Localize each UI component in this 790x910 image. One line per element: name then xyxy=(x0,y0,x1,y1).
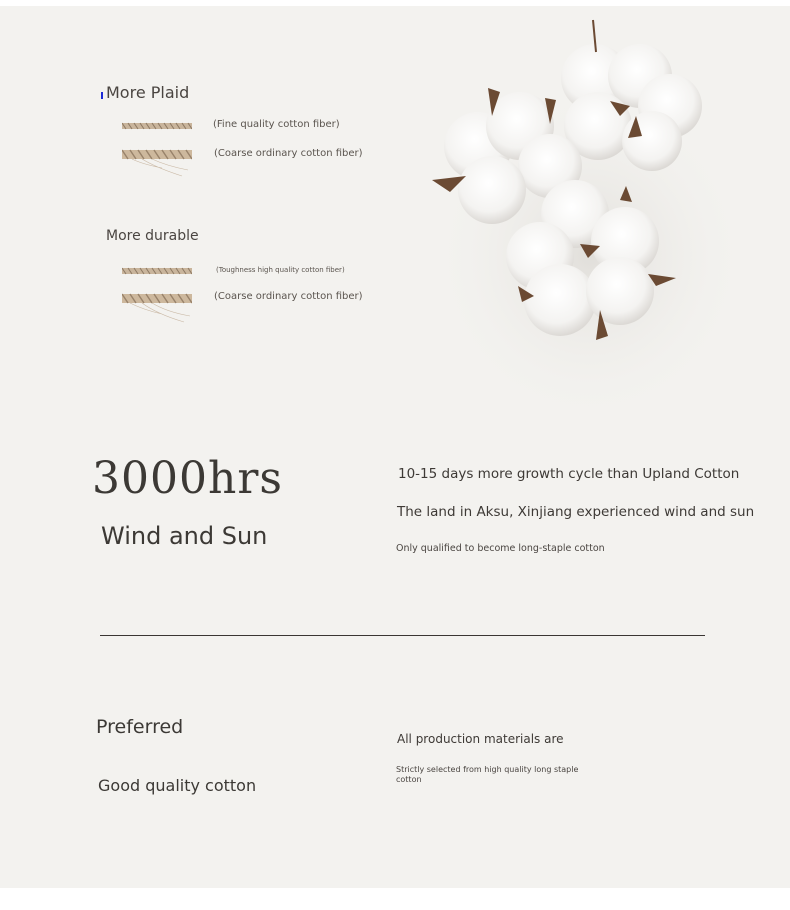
preferred-heading: Preferred xyxy=(96,716,184,738)
growth-line-3: Only qualified to become long-staple cotton xyxy=(396,543,605,554)
loose-fiber-icon xyxy=(122,146,192,180)
section-divider xyxy=(100,635,705,636)
good-quality-heading: Good quality cotton xyxy=(98,776,257,795)
all-production-text: All production materials are xyxy=(397,732,564,746)
loose-fiber-icon xyxy=(122,290,192,326)
braided-rope-icon xyxy=(122,120,192,132)
coarse-fiber-label: (Coarse ordinary cotton fiber) xyxy=(214,291,363,302)
strictly-selected-text: Strictly selected from high quality long staple cotton xyxy=(396,765,579,784)
accent-dot-icon xyxy=(101,92,103,99)
cotton-bolls-image xyxy=(400,6,760,426)
fine-fiber-label: (Fine quality cotton fiber) xyxy=(213,119,340,130)
hours-value: 3000hrs xyxy=(92,453,283,504)
growth-line-2: The land in Aksu, Xinjiang experienced wind and sun xyxy=(397,504,755,520)
durable-heading: More durable xyxy=(106,228,199,244)
product-detail-canvas xyxy=(0,6,790,888)
tough-fiber-label: (Toughness high quality cotton fiber) xyxy=(216,266,345,274)
coarse-fiber-label: (Coarse ordinary cotton fiber) xyxy=(214,148,363,159)
cotton-boll-top xyxy=(561,20,702,171)
hours-caption: Wind and Sun xyxy=(101,522,268,550)
plaid-heading: More Plaid xyxy=(106,83,190,102)
braided-rope-icon xyxy=(122,265,192,277)
growth-line-1: 10-15 days more growth cycle than Upland Cotton xyxy=(398,466,740,482)
